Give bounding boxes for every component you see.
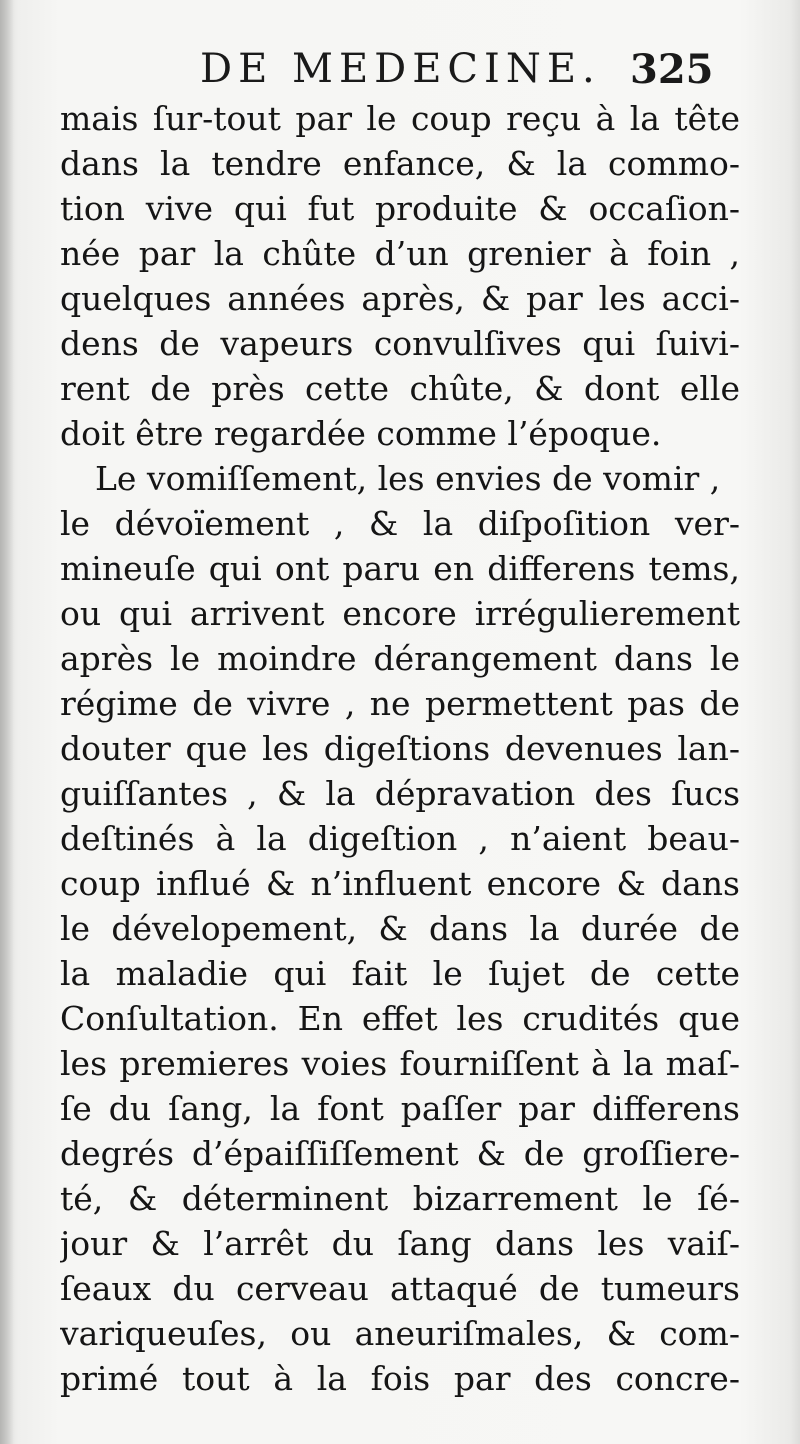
text-line: douter que les digeſtions devenues lan- (60, 729, 740, 768)
text-line: tion vive qui fut produite & occaſion- (60, 189, 740, 228)
text-line: ſe du ſang, la font paſſer par differens (60, 1089, 740, 1128)
text-line: jour & l’arrêt du ſang dans les vaiſ- (60, 1224, 740, 1263)
page-number: 325 (630, 46, 714, 93)
text-line: dens de vapeurs convulſives qui ſuivi- (60, 324, 740, 363)
text-line: doit être regardée comme l’époque. (60, 414, 662, 453)
text-line: Conſultation. En effet les crudités que (60, 999, 740, 1038)
text-line: quelques années après, & par les acci- (60, 279, 740, 318)
text-line: mineuſe qui ont paru en differens tems, (60, 549, 740, 588)
text-line: degrés d’épaiſſiſſement & de groſſiere- (60, 1134, 740, 1173)
text-line: le dévelopement, & dans la durée de (60, 909, 740, 948)
text-line: primé tout à la fois par des concre- (60, 1359, 740, 1398)
text-line: ſeaux du cerveau attaqué de tumeurs (60, 1269, 740, 1308)
text-line: ou qui arrivent encore irrégulierement (60, 594, 740, 633)
text-line: les premieres voies fourniſſent à la maſ- (60, 1044, 740, 1083)
text-line: la maladie qui fait le ſujet de cette (60, 954, 740, 993)
text-line: rent de près cette chûte, & dont elle (60, 369, 740, 408)
text-line: après le moindre dérangement dans le (60, 639, 740, 678)
text-line: Le vomiſſement, les envies de vomir , (95, 459, 720, 498)
text-line: variqueuſes, ou aneuriſmales, & com- (60, 1314, 740, 1353)
text-line: née par la chûte d’un grenier à foin , (60, 234, 740, 273)
text-line: le dévoïement , & la diſpoſition ver- (60, 504, 740, 543)
text-line: coup influé & n’influent encore & dans (60, 864, 740, 903)
text-line: deſtinés à la digeſtion , n’aient beau- (60, 819, 740, 858)
text-line: dans la tendre enfance, & la commo- (60, 144, 740, 183)
running-title: DE MEDECINE. (200, 46, 601, 92)
text-line: régime de vivre , ne permettent pas de (60, 684, 740, 723)
text-line: mais ſur-tout par le coup reçu à la tête (60, 99, 740, 138)
text-line: té, & déterminent bizarrement le ſé- (60, 1179, 740, 1218)
text-line: guiſſantes , & la dépravation des ſucs (60, 774, 740, 813)
